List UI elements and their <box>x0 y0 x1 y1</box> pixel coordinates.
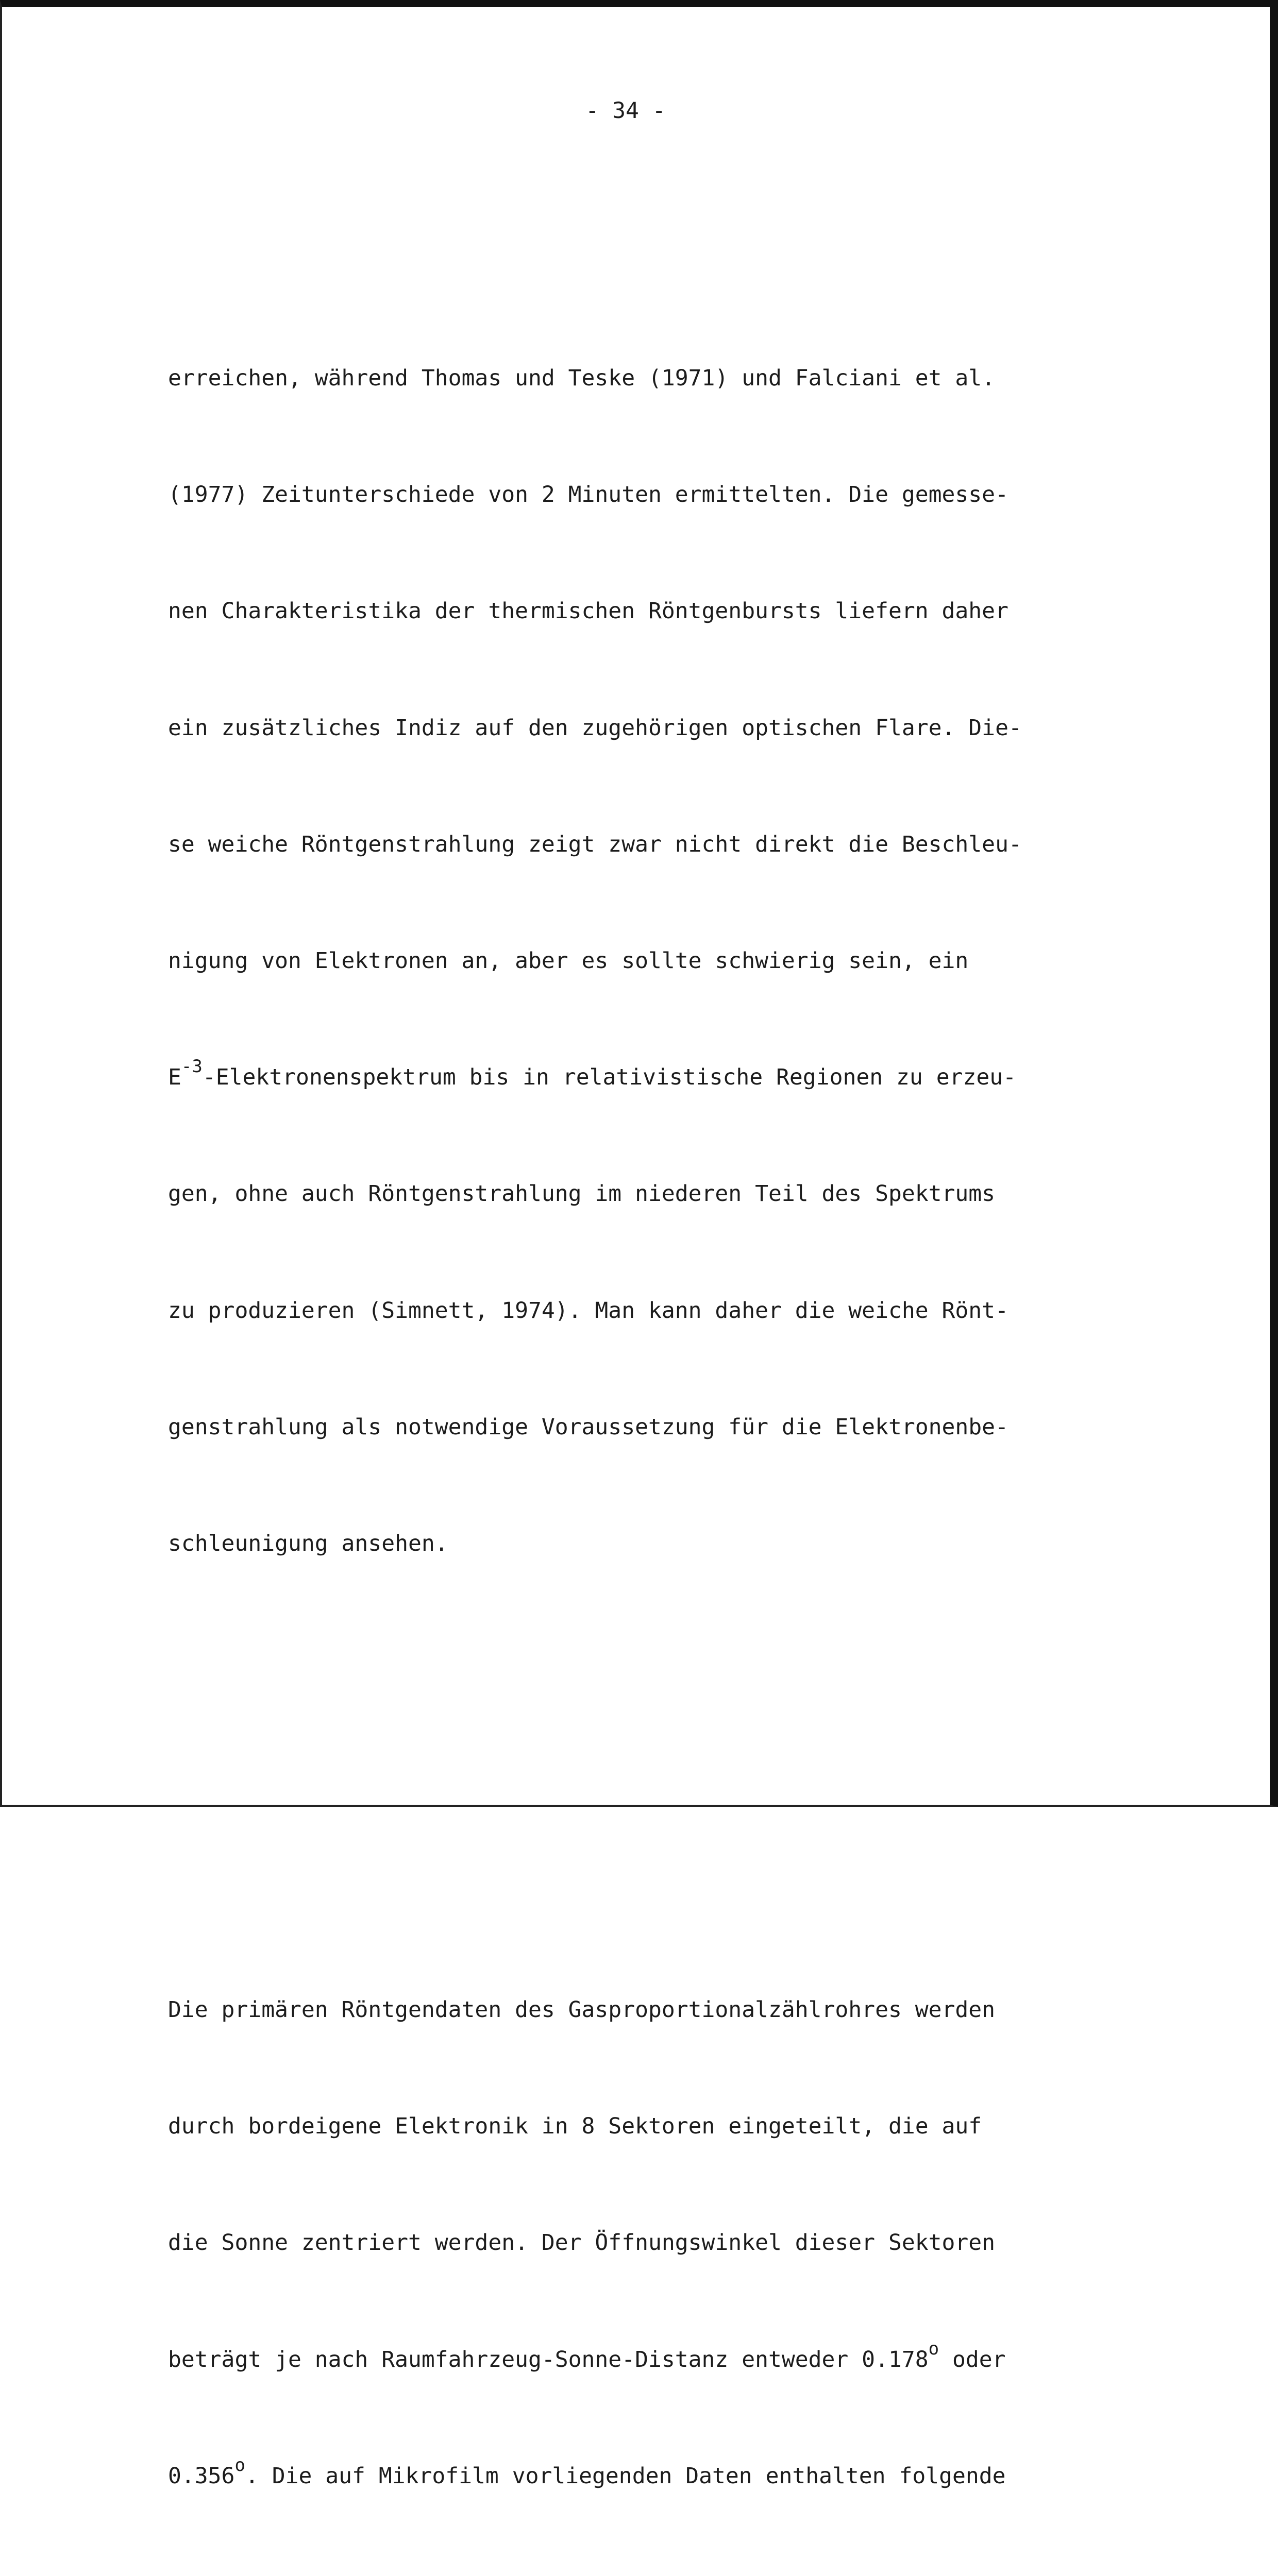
paragraph-1 <box>168 281 1209 1641</box>
text-fragment: beträgt je nach Raumfahrzeug-Sonne-Distanz entweder 0.178 <box>168 2346 929 2372</box>
page-number: - 34 - <box>585 98 666 124</box>
document-body <box>168 165 1209 2576</box>
paragraph-spacer <box>168 1757 1209 1796</box>
text-line: ein zusätzliches Indiz auf den zugehörigen optischen Flare. Die- <box>168 715 1022 741</box>
paragraph-2 <box>168 1913 1209 2576</box>
superscript: -3 <box>181 1056 203 1077</box>
text-line: Die primären Röntgendaten des Gasproportionalzählrohres werden <box>168 1996 996 2023</box>
text-line: nen Charakteristika der thermischen Röntgenbursts liefern daher <box>168 598 1008 624</box>
text-fragment: . Die auf Mikrofilm vorliegenden Daten enthalten folgende <box>245 2463 1006 2489</box>
text-line: gen, ohne auch Röntgenstrahlung im niederen Teil des Spektrums <box>168 1181 996 1207</box>
text-line: nigung von Elektronen an, aber es sollte schwierig sein, ein <box>168 948 969 974</box>
text-fragment: oder <box>939 2346 1006 2372</box>
text-line: schleunigung ansehen. <box>168 1531 448 1557</box>
text-line <box>168 2454 1209 2496</box>
degree-superscript: o <box>234 2454 245 2476</box>
text-line: zu produzieren (Simnett, 1974). Man kann daher die weiche Rönt- <box>168 1297 1008 1324</box>
text-line <box>168 1058 1209 1097</box>
text-fragment: 0.356 <box>168 2463 235 2489</box>
text-line: (1977) Zeitunterschiede von 2 Minuten ermittelten. Die gemesse- <box>168 482 1008 508</box>
text-line <box>168 2338 1209 2379</box>
text-line: genstrahlung als notwendige Voraussetzung für die Elektronenbe- <box>168 1414 1008 1440</box>
text-fragment: E <box>168 1064 181 1091</box>
text-fragment: -Elektronenspektrum bis in relativistische Regionen zu erzeu- <box>202 1064 1017 1091</box>
text-line: durch bordeigene Elektronik in 8 Sektoren eingeteilt, die auf <box>168 2113 982 2140</box>
text-line: die Sonne zentriert werden. Der Öffnungswinkel dieser Sektoren <box>168 2230 996 2256</box>
text-line: erreichen, während Thomas und Teske (1971) und Falciani et al. <box>168 365 996 392</box>
text-line: se weiche Röntgenstrahlung zeigt zwar nicht direkt die Beschleu- <box>168 831 1022 857</box>
text-line <box>168 2573 1209 2576</box>
degree-superscript: o <box>928 2338 939 2359</box>
